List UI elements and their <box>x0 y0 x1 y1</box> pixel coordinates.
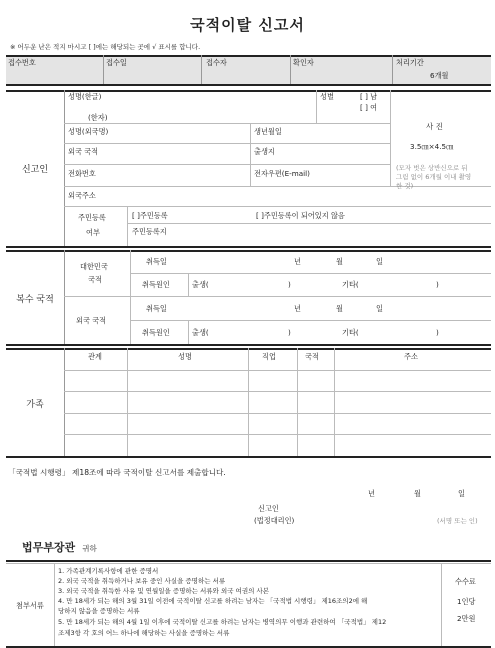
foreign-other-close: ) <box>436 328 439 337</box>
korea-day: 일 <box>376 257 383 266</box>
korea-acquired-date-label: 취득일 <box>146 257 167 266</box>
family-header-address: 주소 <box>404 352 418 361</box>
table-row <box>64 370 491 371</box>
attachment-item: 조제3항 각 호의 어느 하나에 해당하는 사실을 증명하는 서류 <box>58 629 230 637</box>
foreign-birth-checkbox[interactable]: 출생( <box>192 328 209 337</box>
foreign-acquired-reason-label: 취득원인 <box>142 328 170 337</box>
date-month: 월 <box>414 489 421 498</box>
declaration-text: 「국적법 시행령」 제18조에 따라 국적이탈 신고서를 제출합니다. <box>8 468 226 477</box>
sex-male-checkbox[interactable]: [ ] 남 <box>360 92 378 101</box>
registration-label-line1: 주민등록 <box>78 213 106 222</box>
korea-birth-checkbox[interactable]: 출생( <box>192 280 209 289</box>
receipt-date-label: 접수일 <box>106 58 127 67</box>
receipt-number-label: 접수번호 <box>8 58 36 67</box>
processing-period-label: 처리기간 <box>396 58 424 67</box>
attachment-item: 1. 가족관계기록사항에 관한 증명서 <box>58 567 159 575</box>
multiple-nationality-section-label: 복수 국적 <box>16 295 54 305</box>
fee-value: 2만원 <box>457 614 476 623</box>
korea-label-line1: 대한민국 <box>80 262 108 271</box>
attachment-item: 3. 외국 국적을 취득한 사유 및 연월일을 증명하는 서류와 외국 여권의 사본 <box>58 587 270 595</box>
foreign-nationality-label: 외국 국적 <box>68 147 99 156</box>
family-header-name: 성명 <box>178 352 192 361</box>
korea-label-line2: 국적 <box>88 275 102 284</box>
fee-label: 수수료 <box>455 577 476 586</box>
table-row <box>64 413 491 414</box>
foreign-nationality-row-label: 외국 국적 <box>76 316 107 325</box>
attachment-item: 당하지 않음을 증명하는 서류 <box>58 607 140 615</box>
applicant-section-label: 신고인 <box>21 165 49 175</box>
name-korean-label: 성명(한글) <box>68 92 102 101</box>
attachment-item: 2. 외국 국적을 취득하거나 보유 중인 사실을 증명하는 서류 <box>58 577 226 585</box>
family-section-label: 가족 <box>26 400 44 410</box>
photo-note: (모자 벗은 상반신으로 뒤 <box>396 164 468 172</box>
recipient-name: 법무부장관 <box>22 541 76 554</box>
foreign-month: 월 <box>336 304 343 313</box>
family-header-occupation: 직업 <box>262 352 276 361</box>
birth-place-label: 출생지 <box>254 147 275 156</box>
attachment-item: 4. 만 18세가 되는 해의 3월 31일 이전에 국적이탈 신고를 하려는 남자는 「국적법 시행령」 제16조의2에 해 <box>58 597 368 605</box>
registered-checkbox[interactable]: [ ]주민등록 <box>132 211 168 220</box>
signer-label: 신고인 <box>258 504 279 513</box>
attachment-item: 5. 만 18세가 되는 해의 4월 1일 이후에 국적이탈 신고를 하려는 남자는 병역의무 이행과 관련하여 「국적법」 제12 <box>58 618 387 626</box>
korea-other-close: ) <box>436 280 439 289</box>
name-korean-field[interactable] <box>120 90 314 106</box>
foreign-acquired-date-label: 취득일 <box>146 304 167 313</box>
photo-label: 사 진 <box>426 122 443 131</box>
photo-note-line3: 한 것) <box>396 182 414 190</box>
page-title: 국적이탈 신고서 <box>190 16 305 34</box>
confirmer-label: 확인자 <box>293 58 314 67</box>
sex-label: 성별 <box>320 92 334 101</box>
table-row <box>64 391 491 392</box>
signer-legal-representative: (법정대리인) <box>254 516 295 525</box>
foreign-year: 년 <box>294 304 301 313</box>
registration-label-line2: 여부 <box>86 228 100 237</box>
korea-month: 월 <box>336 257 343 266</box>
birth-date-label: 생년월일 <box>254 127 282 136</box>
table-row <box>64 434 491 435</box>
phone-label: 전화번호 <box>68 169 96 178</box>
registration-place-label: 주민등록지 <box>132 227 167 236</box>
foreign-birth-close: ) <box>288 328 291 337</box>
photo-size: 3.5㎝×4.5㎝ <box>410 142 454 151</box>
date-year: 년 <box>368 489 375 498</box>
foreign-day: 일 <box>376 304 383 313</box>
korea-year: 년 <box>294 257 301 266</box>
name-hanja-label: (한자) <box>88 113 108 122</box>
family-header-relation: 관계 <box>88 352 102 361</box>
recipient <box>22 536 97 555</box>
name-foreign-label: 성명(외국명) <box>68 127 109 136</box>
sex-female-checkbox[interactable]: [ ] 여 <box>360 103 378 112</box>
instruction-note: ※ 어두운 난은 적지 마시고 [ ]에는 해당되는 곳에 √ 표시를 합니다. <box>10 43 201 51</box>
receiver-label: 접수자 <box>206 58 227 67</box>
attachments-label: 첨부서류 <box>16 601 44 610</box>
processing-period-value: 6개월 <box>430 71 449 80</box>
foreign-address-label: 외국주소 <box>68 191 96 200</box>
family-header-nationality: 국적 <box>305 352 319 361</box>
signature-field[interactable]: (서명 또는 인) <box>437 517 478 525</box>
email-label: 전자우편(E-mail) <box>254 169 310 178</box>
photo-note-line2: 그림 없이 6개월 이내 촬영 <box>396 173 472 181</box>
korea-birth-close: ) <box>288 280 291 289</box>
date-day: 일 <box>458 489 465 498</box>
foreign-other-checkbox[interactable]: 기타( <box>342 328 359 337</box>
korea-other-checkbox[interactable]: 기타( <box>342 280 359 289</box>
recipient-suffix: 귀하 <box>82 544 97 553</box>
not-registered-checkbox[interactable]: [ ]주민등록이 되어있지 않음 <box>256 211 345 220</box>
fee-unit: 1인당 <box>457 597 476 606</box>
korea-acquired-reason-label: 취득원인 <box>142 280 170 289</box>
